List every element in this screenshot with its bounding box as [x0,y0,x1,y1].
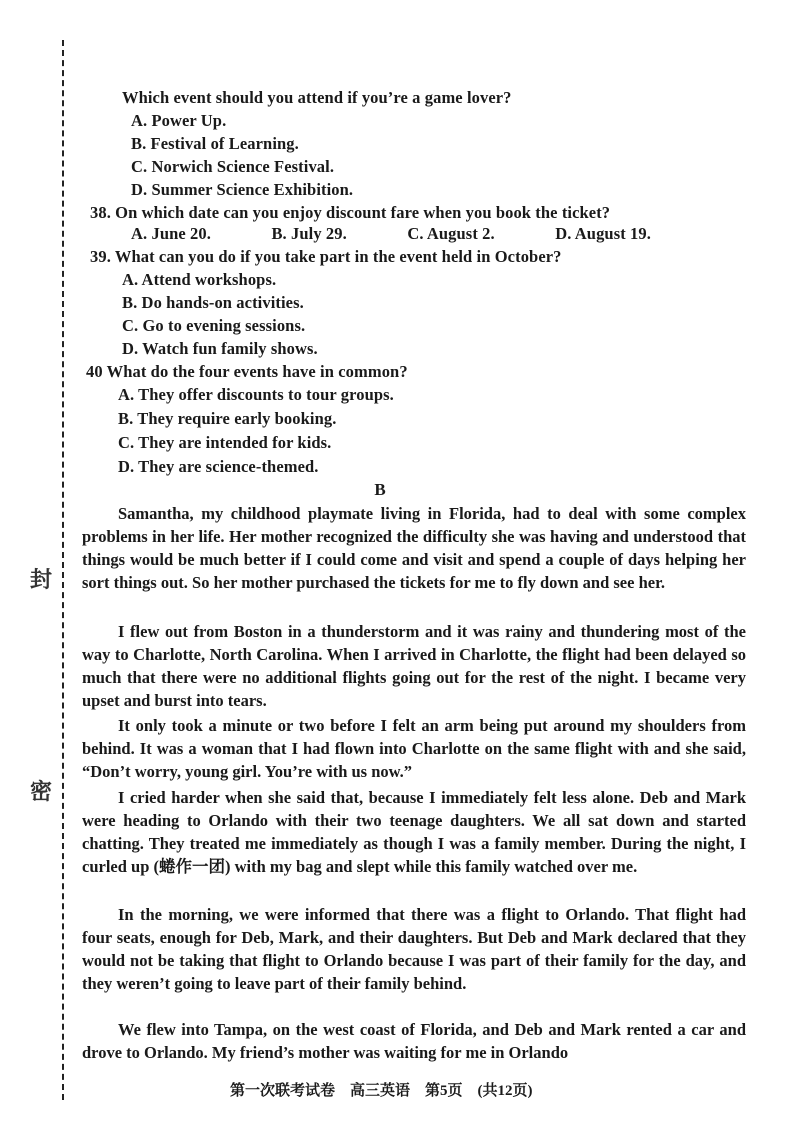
passage-paragraph: I flew out from Boston in a thunderstorm and it was rainy and thundering most of the way to Charlotte, North Carolina. When I arrived in Charlotte, the flight had been delayed so much that there were no additional flights going out for the rest of the night. I became very upset and burst into tears. [82,622,746,710]
question-37-option-b: B. Festival of Learning. [131,134,299,153]
question-38-options [131,224,651,244]
question-39-stem: 39. What can you do if you take part in the event held in October? [90,247,562,266]
page-footer: 第一次联考试卷 高三英语 第5页 (共12页) [230,1083,533,1099]
passage-paragraph: It only took a minute or two before I felt an arm being put around my shoulders from behind. It was a woman that I had flown into Charlotte on the same flight with and she said, “Don’t worry, young girl. You’re with us now.” [82,716,746,781]
binding-mark-seal: 封 [30,567,53,592]
question-38-option-a: A. June 20. [131,224,211,243]
passage-paragraph: Samantha, my childhood playmate living in Florida, had to deal with some complex problems in her life. Her mother recognized the difficulty she was having and understood that things would be much better if I could come and visit and spend a couple of days helping her sort things out. So her mother purchased the tickets for me to fly down and see her. [82,504,746,592]
question-38-option-d: D. August 19. [555,224,651,243]
question-40-option-a: A. They offer discounts to tour groups. [118,385,394,404]
question-39-option-a: A. Attend workshops. [122,270,277,289]
passage-title: B [374,480,386,499]
question-37-option-a: A. Power Up. [131,111,227,130]
passage-paragraph: I cried harder when she said that, because I immediately felt less alone. Deb and Mark were heading to Orlando with their two teenage daughters. We all sat down and started chatting. They treated me immediately as though I was a family member. During the night, I curled up (蜷作一团) with my bag and slept while this family watched over me. [82,788,746,876]
binding-mark-secret: 密 [30,779,53,804]
question-40-option-c: C. They are intended for kids. [118,433,332,452]
question-40-stem: 40 What do the four events have in common? [86,362,408,381]
question-39-option-d: D. Watch fun family shows. [122,339,318,358]
passage-paragraph: We flew into Tampa, on the west coast of Florida, and Deb and Mark rented a car and drove to Orlando. My friend’s mother was waiting for me in Orlando [82,1020,746,1062]
passage-paragraph: In the morning, we were informed that there was a flight to Orlando. That flight had four seats, enough for Deb, Mark, and their daughters. But Deb and Mark declared that they would not be taking that flight to Orlando because I was part of their family for the day, and they weren’t going to leave part of their family behind. [82,905,746,993]
question-39-option-c: C. Go to evening sessions. [122,316,306,335]
question-40-option-b: B. They require early booking. [118,409,337,428]
question-40-option-d: D. They are science-themed. [118,457,319,476]
question-38-option-c: C. August 2. [407,224,495,243]
question-37-option-c: C. Norwich Science Festival. [131,157,335,176]
question-37-option-d: D. Summer Science Exhibition. [131,180,354,199]
question-38-stem: 38. On which date can you enjoy discount fare when you book the ticket? [90,203,611,222]
question-39-option-b: B. Do hands-on activities. [122,293,304,312]
question-37-stem: Which event should you attend if you’re a game lover? [122,88,512,107]
question-38-option-b: B. July 29. [271,224,347,243]
